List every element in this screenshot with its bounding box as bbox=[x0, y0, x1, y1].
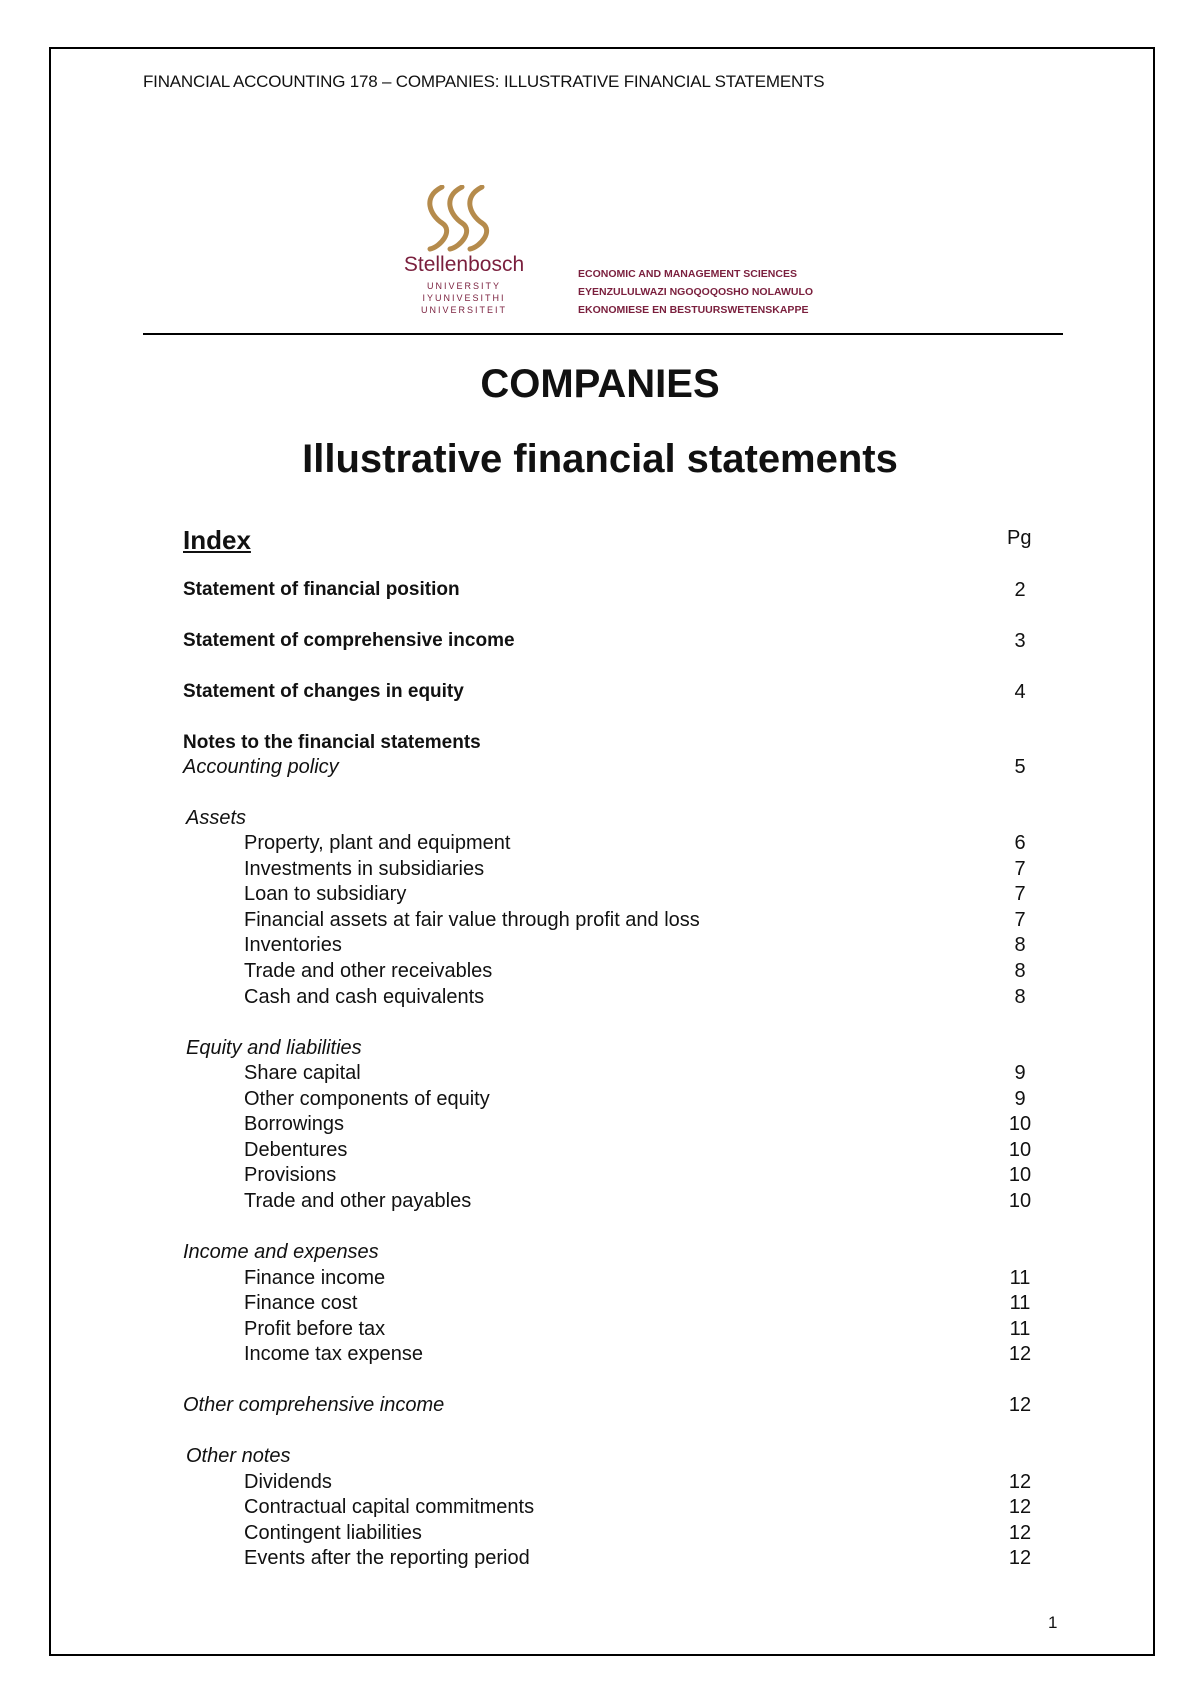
index-row: Cash and cash equivalents 8 bbox=[244, 986, 1026, 1008]
faculty-line-3: EKONOMIESE EN BESTUURSWETENSKAPPE bbox=[578, 304, 809, 316]
index-row: Dividends 12 bbox=[244, 1471, 1032, 1493]
index-heading: Index bbox=[183, 525, 251, 555]
index-row: Other comprehensive income 12 bbox=[183, 1394, 1032, 1416]
index-row: Trade and other receivables 8 bbox=[244, 960, 1026, 982]
index-row: Accounting policy 5 bbox=[183, 756, 1026, 778]
notes-heading: Notes to the financial statements bbox=[183, 732, 481, 753]
index-row: Statement of changes in equity 4 bbox=[183, 681, 1026, 703]
index-row: Statement of financial position 2 bbox=[183, 579, 1026, 601]
index-row: Contingent liabilities 12 bbox=[244, 1522, 1032, 1544]
index-row: Investments in subsidiaries 7 bbox=[244, 858, 1026, 880]
index-row: Finance cost 11 bbox=[244, 1292, 1031, 1314]
logo-name: Stellenbosch bbox=[403, 253, 525, 276]
index-row: Statement of comprehensive income 3 bbox=[183, 630, 1026, 652]
logo-sub-3: UNIVERSITEIT bbox=[420, 305, 508, 315]
index-row: Borrowings 10 bbox=[244, 1113, 1032, 1135]
index-row: Property, plant and equipment 6 bbox=[244, 832, 1026, 854]
page-number: 1 bbox=[1048, 1613, 1058, 1632]
running-header: FINANCIAL ACCOUNTING 178 – COMPANIES: ILLUSTRATIVE FINANCIAL STATEMENTS bbox=[143, 72, 825, 91]
section-heading-equity: Equity and liabilities bbox=[186, 1037, 362, 1059]
faculty-line-2: EYENZULULWAZI NGOQOQOSHO NOLAWULO bbox=[578, 286, 814, 298]
index-row: Financial assets at fair value through profit and loss 7 bbox=[244, 909, 1026, 931]
index-row: Finance income 11 bbox=[244, 1267, 1031, 1289]
index-row: Inventories 8 bbox=[244, 934, 1026, 956]
page-subtitle: Illustrative financial statements bbox=[302, 437, 898, 481]
index-row: Debentures 10 bbox=[244, 1139, 1032, 1161]
header-rule bbox=[143, 333, 1063, 335]
pg-heading: Pg bbox=[1007, 527, 1032, 549]
faculty-line-1: ECONOMIC AND MANAGEMENT SCIENCES bbox=[578, 268, 797, 280]
index-row: Provisions 10 bbox=[244, 1164, 1032, 1186]
logo-sub-2: IYUNIVESITHI bbox=[422, 293, 506, 303]
crest-icon bbox=[430, 187, 487, 249]
index-row: Share capital 9 bbox=[244, 1062, 1026, 1084]
section-heading-other: Other notes bbox=[186, 1445, 291, 1467]
index-row: Income tax expense 12 bbox=[244, 1343, 1032, 1365]
university-logo bbox=[400, 185, 860, 325]
index-row: Trade and other payables 10 bbox=[244, 1190, 1032, 1212]
index-row: Contractual capital commitments 12 bbox=[244, 1496, 1032, 1518]
section-heading-assets: Assets bbox=[186, 807, 247, 829]
page-title: COMPANIES bbox=[480, 362, 720, 406]
section-heading-income: Income and expenses bbox=[183, 1241, 379, 1263]
logo-sub-1: UNIVERSITY bbox=[426, 281, 502, 291]
index-row: Events after the reporting period 12 bbox=[244, 1547, 1032, 1569]
index-row: Loan to subsidiary 7 bbox=[244, 883, 1026, 905]
index-row: Profit before tax 11 bbox=[244, 1318, 1031, 1340]
index-row: Other components of equity 9 bbox=[244, 1088, 1026, 1110]
